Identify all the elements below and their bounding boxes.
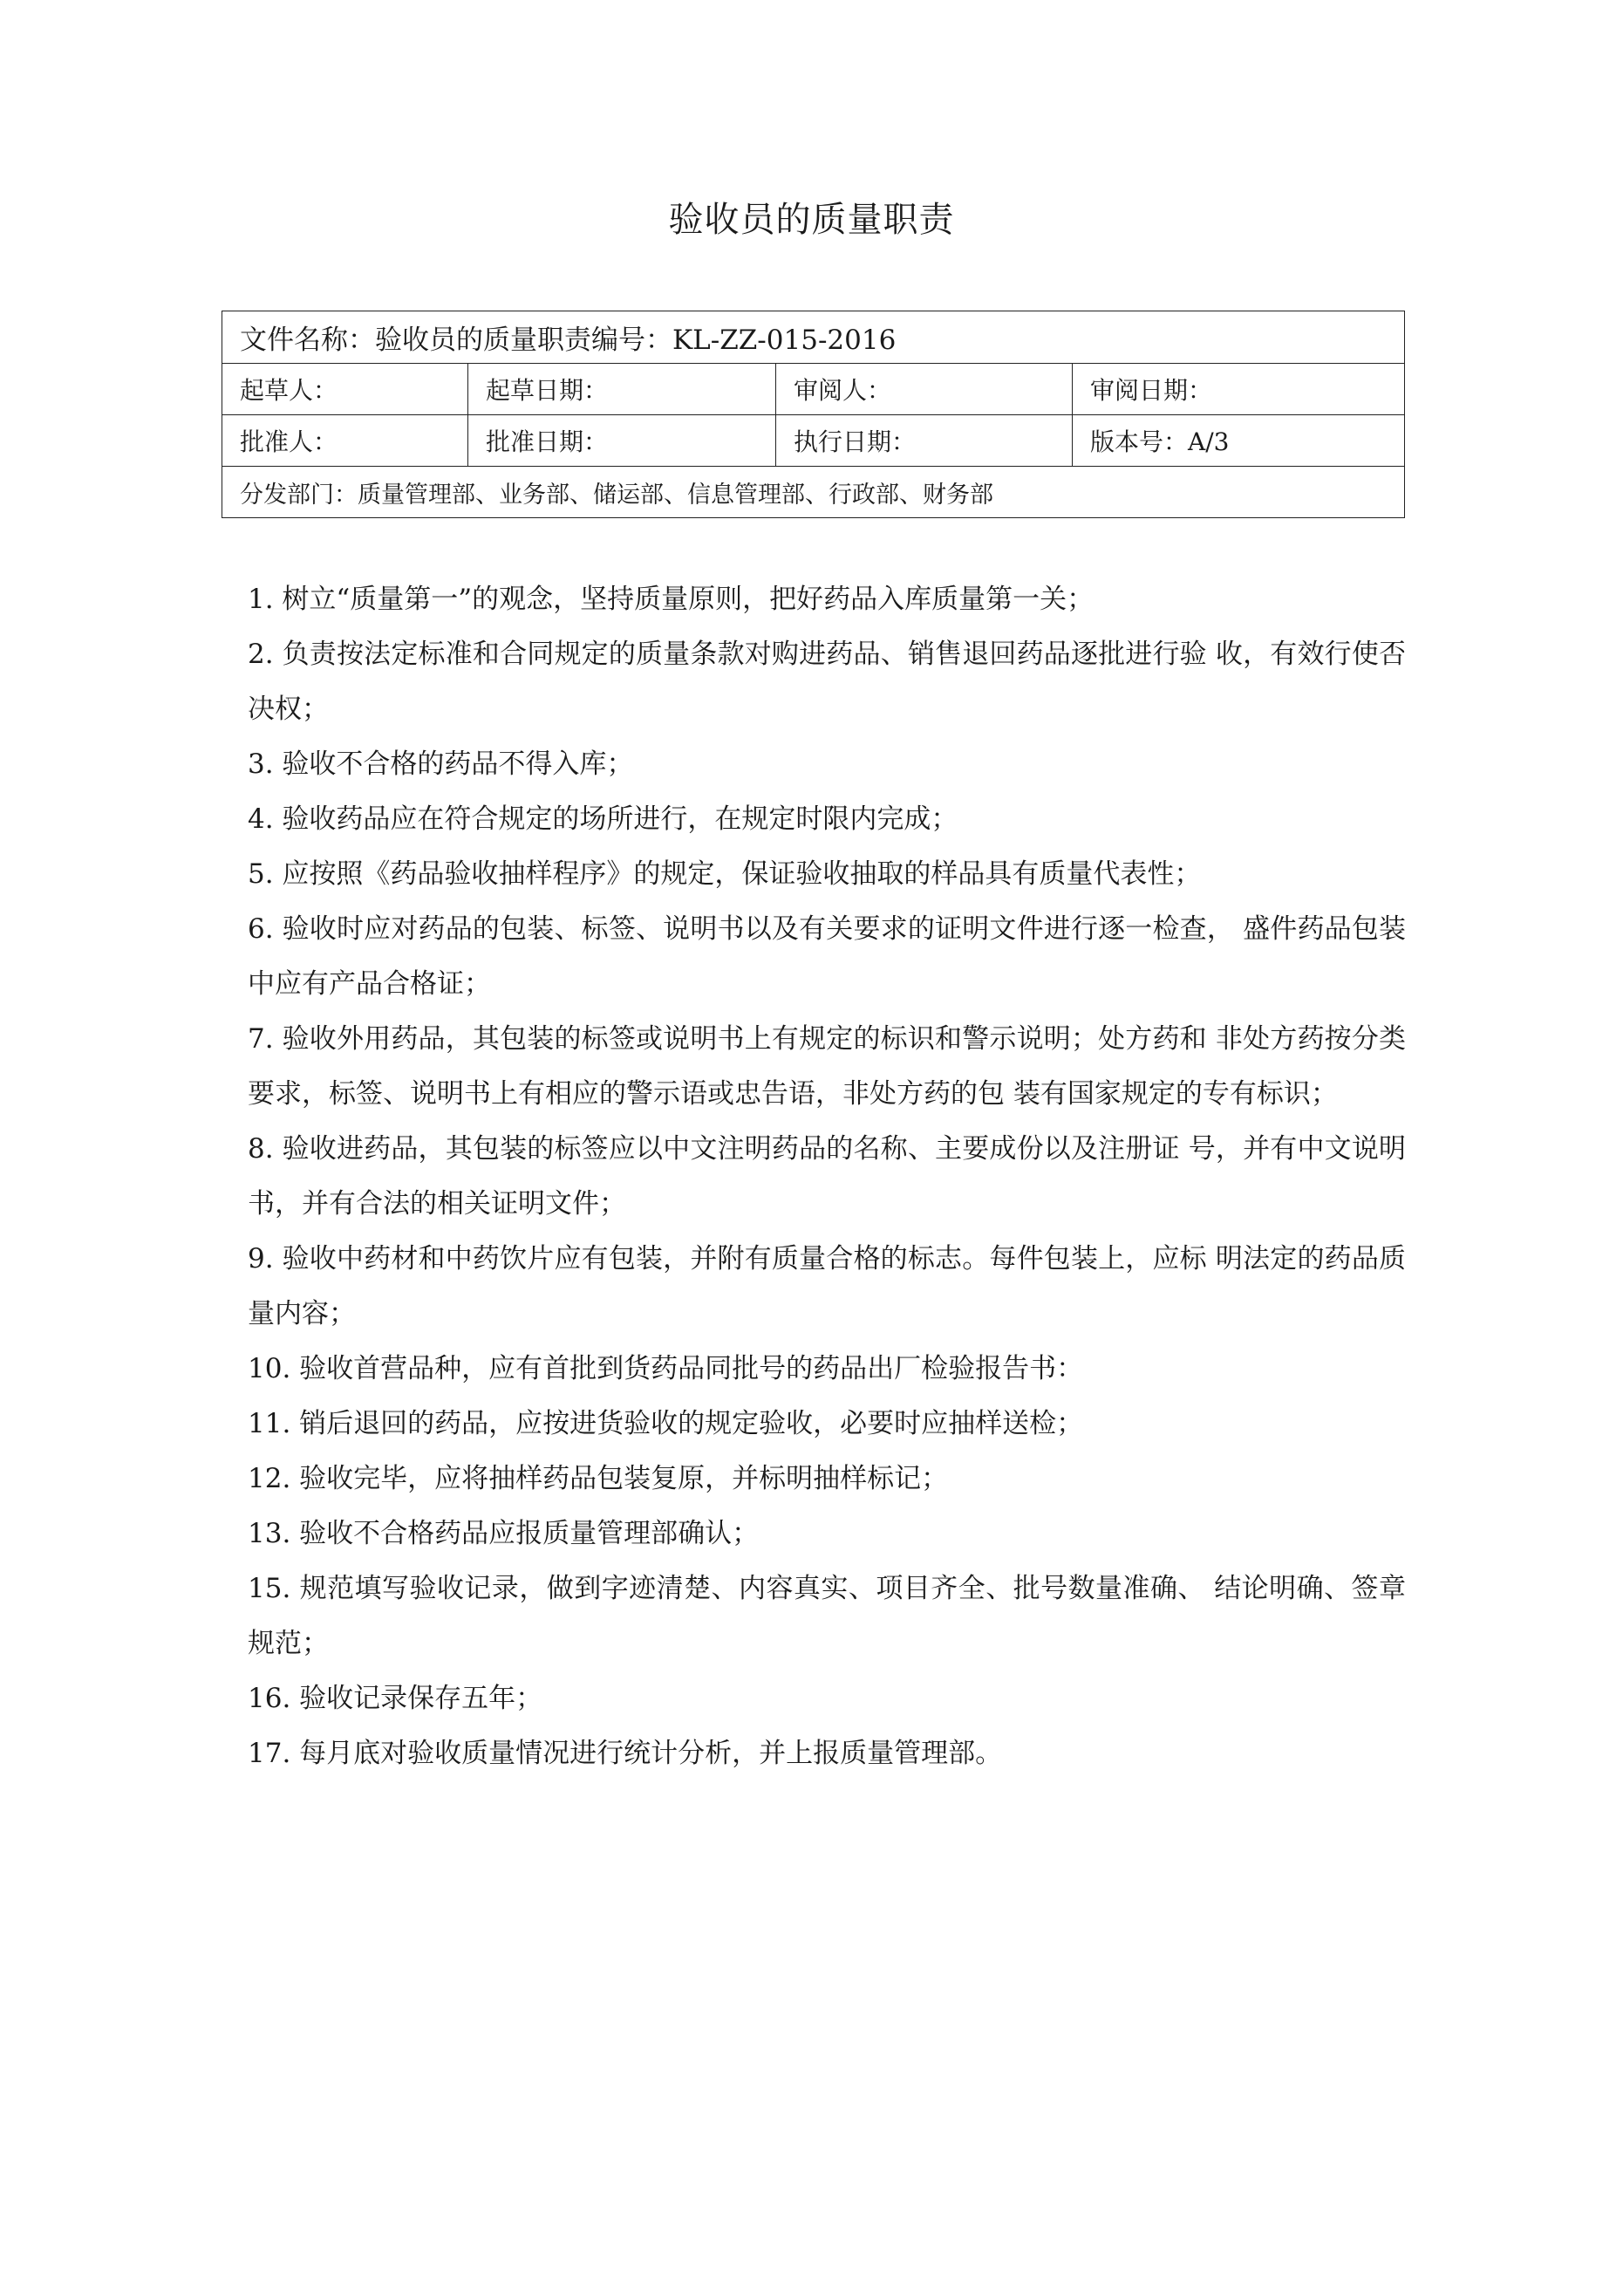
reviewer-cell: 审阅人： [776,364,1073,415]
document-info-table [222,311,1405,518]
file-name-cell: 文件名称：验收员的质量职责编号：KL-ZZ-015-2016 [222,311,1405,364]
distribution-cell: 分发部门：质量管理部、业务部、储运部、信息管理部、行政部、财务部 [222,467,1405,518]
duty-item: 2. 负责按法定标准和合同规定的质量条款对购进药品、销售退回药品逐批进行验 收，有效行使否决权； [248,639,1406,725]
duty-item: 3. 验收不合格的药品不得入库； [248,748,634,780]
duty-item: 16. 验收记录保存五年； [248,1683,543,1714]
approval-row [222,415,1405,467]
file-name-row [222,311,1405,364]
duty-item: 1. 树立“质量第一”的观念，坚持质量原则，把好药品入库质量第一关； [248,584,1095,615]
duty-item: 8. 验收进药品，其包装的标签应以中文注明药品的名称、主要成份以及注册证 号，并有中文说明书，并有合法的相关证明文件； [248,1133,1406,1220]
duty-list [248,572,1406,1781]
duty-item: 15. 规范填写验收记录，做到字迹清楚、内容真实、项目齐全、批号数量准确、 结论明确、签章规范； [248,1573,1406,1659]
version-cell: 版本号：A/3 [1073,415,1405,467]
review-date-cell: 审阅日期： [1073,364,1405,415]
document-title: 验收员的质量职责 [668,200,955,240]
approve-date-cell: 批准日期： [468,415,776,467]
duty-item: 4. 验收药品应在符合规定的场所进行，在规定时限内完成； [248,803,958,835]
draft-row [222,364,1405,415]
duty-item: 9. 验收中药材和中药饮片应有包装，并附有质量合格的标志。每件包装上，应标 明法定的药品质量内容； [248,1243,1406,1329]
duty-item: 5. 应按照《药品验收抽样程序》的规定，保证验收抽取的样品具有质量代表性； [248,858,1202,890]
distribution-row [222,467,1405,518]
duty-item: 10. 验收首营品种，应有首批到货药品同批号的药品出厂检验报告书： [248,1353,1084,1384]
duty-item: 17. 每月底对验收质量情况进行统计分析，并上报质量管理部。 [248,1738,1003,1769]
duty-item: 13. 验收不合格药品应报质量管理部确认； [248,1518,760,1549]
draft-date-cell: 起草日期： [468,364,776,415]
effective-date-cell: 执行日期： [776,415,1073,467]
duty-item: 7. 验收外用药品，其包装的标签或说明书上有规定的标识和警示说明；处方药和 非处方药按分类要求，标签、说明书上有相应的警示语或忠告语，非处方药的包 装有国家规定的专有标识； [248,1023,1406,1110]
drafter-cell: 起草人： [222,364,468,415]
duty-item: 11. 销后退回的药品，应按进货验收的规定验收，必要时应抽样送检； [248,1408,1084,1439]
approver-cell: 批准人： [222,415,468,467]
duty-item: 12. 验收完毕，应将抽样药品包装复原，并标明抽样标记； [248,1463,949,1494]
duty-item: 6. 验收时应对药品的包装、标签、说明书以及有关要求的证明文件进行逐一检查， 盛件药品包装中应有产品合格证； [248,913,1406,1000]
